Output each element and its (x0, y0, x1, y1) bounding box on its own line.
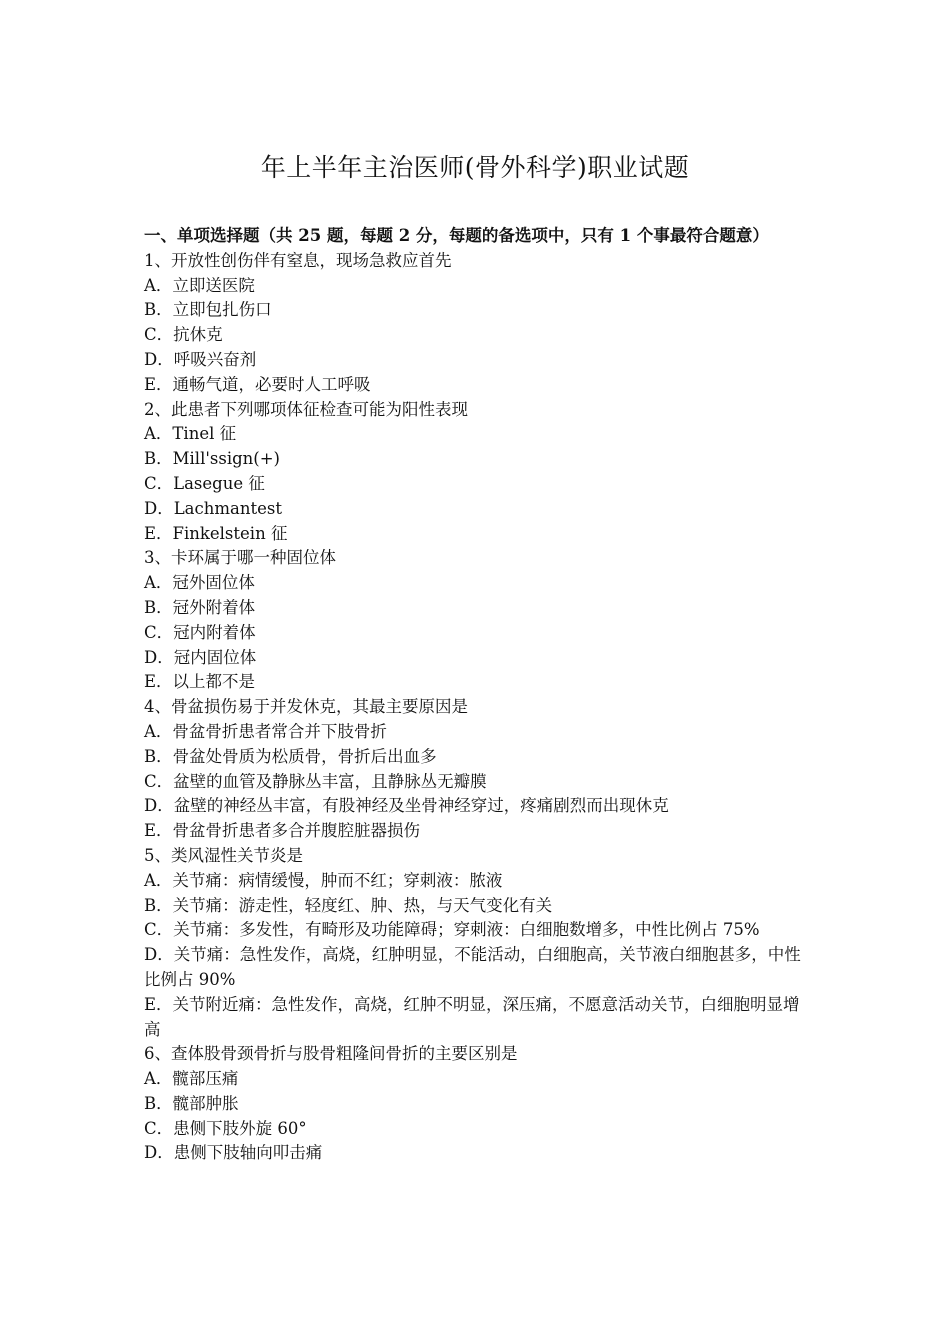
question-4-option-d: D．盆壁的神经丛丰富，有股神经及坐骨神经穿过，疼痛剧烈而出现休克 (144, 796, 669, 816)
question-3-option-b: B．冠外附着体 (144, 597, 256, 617)
question-1-option-e: E．通畅气道，必要时人工呼吸 (144, 374, 371, 394)
question-6-option-a: A．髋部压痛 (144, 1069, 239, 1089)
question-1-option-c: C．抗休克 (144, 325, 223, 345)
question-3-option-d: D．冠内固位体 (144, 647, 257, 667)
question-2-option-e: E．Finkelstein 征 (144, 523, 288, 543)
question-4-option-e: E．骨盆骨折患者多合并腹腔脏器损伤 (144, 821, 421, 841)
question-3-option-e: E．以上都不是 (144, 672, 256, 692)
question-5-option-e: E．关节附近痛：急性发作，高烧，红肿不明显，深压痛，不愿意活动关节，白细胞明显增高 (144, 994, 800, 1039)
question-6-option-b: B．髋部肿胀 (144, 1093, 239, 1113)
question-4-stem: 4、骨盆损伤易于并发休克，其最主要原因是 (144, 697, 468, 717)
question-4-option-a: A．骨盆骨折患者常合并下肢骨折 (144, 721, 387, 741)
question-5-stem: 5、类风湿性关节炎是 (144, 845, 303, 865)
question-6-option-d: D．患侧下肢轴向叩击痛 (144, 1143, 323, 1163)
question-6-stem: 6、查体股骨颈骨折与股骨粗隆间骨折的主要区别是 (144, 1044, 518, 1064)
question-5-option-b: B．关节痛：游走性，轻度红、肿、热，与天气变化有关 (144, 895, 553, 915)
question-3-option-a: A．冠外固位体 (144, 573, 255, 593)
question-1-option-a: A．立即送医院 (144, 275, 255, 295)
question-2-stem: 2、此患者下列哪项体征检查可能为阳性表现 (144, 399, 468, 419)
question-3-stem: 3、卡环属于哪一种固位体 (144, 548, 336, 568)
question-4-option-b: B．骨盆处骨质为松质骨，骨折后出血多 (144, 746, 437, 766)
question-1-option-b: B．立即包扎伤口 (144, 300, 272, 320)
question-2-option-c: C．Lasegue 征 (144, 473, 265, 493)
question-5-option-c: C．关节痛：多发性，有畸形及功能障碍；穿刺液：白细胞数增多，中性比例占 75% (144, 920, 760, 940)
document-title: 年上半年主治医师(骨外科学)职业试题 (260, 153, 690, 182)
question-2-option-a: A．Tinel 征 (144, 424, 237, 444)
question-2-option-b: B．Mill'ssign(+) (144, 449, 280, 469)
question-5-option-d: D．关节痛：急性发作，高烧，红肿明显，不能活动，白细胞高，关节液白细胞甚多，中性比例占 90% (144, 945, 801, 989)
section-heading: 一、单项选择题（共 25 题，每题 2 分，每题的备选项中，只有 1 个事最符合题意） (144, 226, 769, 245)
question-1-stem: 1、开放性创伤伴有窒息，现场急救应首先 (144, 250, 452, 270)
document-body (144, 224, 808, 1166)
question-6-option-c: C．患侧下肢外旋 60° (144, 1118, 307, 1138)
question-4-option-c: C．盆壁的血管及静脉丛丰富，且静脉丛无瓣膜 (144, 771, 487, 791)
question-3-option-c: C．冠内附着体 (144, 622, 256, 642)
question-1-option-d: D．呼吸兴奋剂 (144, 349, 257, 369)
question-5-option-a: A．关节痛：病情缓慢，肿而不红；穿刺液：脓液 (144, 870, 503, 890)
question-2-option-d: D．Lachmantest (144, 498, 282, 518)
